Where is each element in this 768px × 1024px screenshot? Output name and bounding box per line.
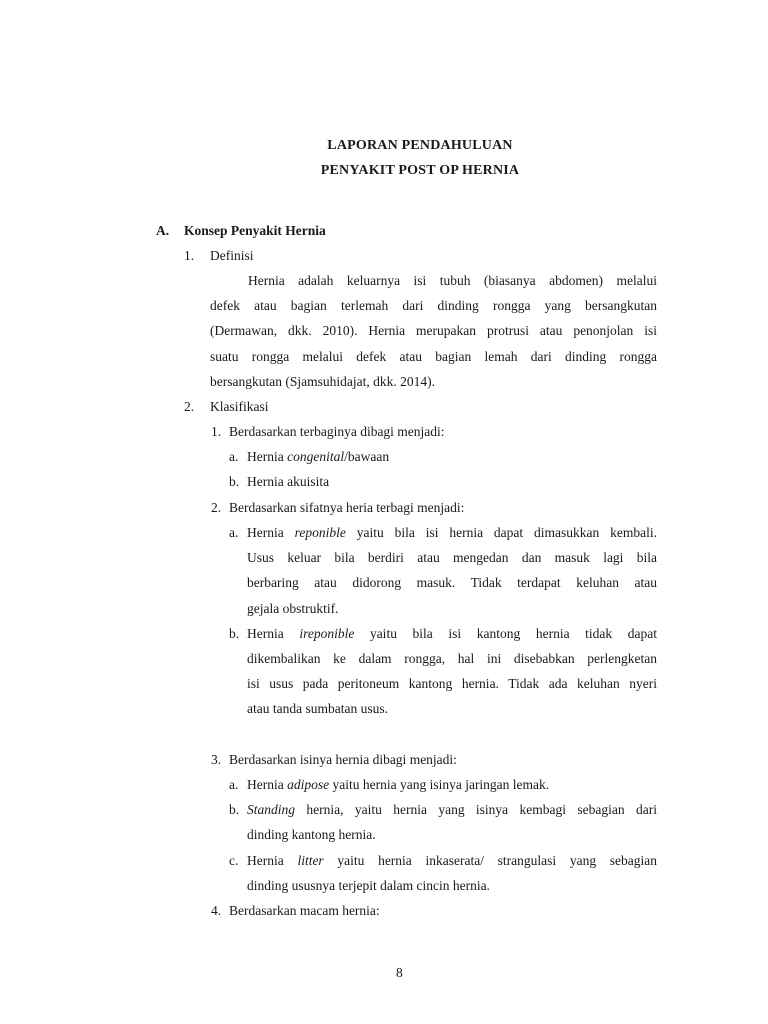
list-item-line: berbaring atau didorong masuk. Tidak terdapat keluhan atau bbox=[247, 575, 657, 590]
section-a-marker: A. bbox=[156, 223, 170, 238]
list-item-marker: c. bbox=[229, 853, 239, 868]
group-heading: Berdasarkan macam hernia: bbox=[229, 903, 380, 918]
list-item: Hernia akuisita bbox=[247, 474, 330, 489]
definisi-paragraph-line: Hernia adalah keluarnya isi tubuh (biasanya abdomen) melalui bbox=[248, 273, 657, 288]
term-italic: congenital bbox=[287, 449, 345, 464]
klasifikasi-marker: 2. bbox=[184, 399, 195, 414]
list-item: Hernia congenital/bawaan bbox=[247, 449, 390, 464]
list-item-marker: b. bbox=[229, 802, 240, 817]
document-title-line2: PENYAKIT POST OP HERNIA bbox=[320, 163, 520, 178]
definisi-paragraph-line: (Dermawan, dkk. 2010). Hernia merupakan protrusi atau penonjolan isi bbox=[210, 323, 657, 338]
page-number: 8 bbox=[396, 965, 403, 980]
list-item-marker: a. bbox=[229, 777, 239, 792]
section-a-heading: Konsep Penyakit Hernia bbox=[184, 223, 326, 238]
group-heading: Berdasarkan terbaginya dibagi menjadi: bbox=[229, 424, 445, 439]
term-italic: litter bbox=[297, 853, 324, 868]
group-marker: 1. bbox=[211, 424, 222, 439]
group-heading: Berdasarkan sifatnya heria terbagi menjadi: bbox=[229, 500, 465, 515]
list-item: Hernia reponible yaitu bila isi hernia dapat dimasukkan kembali. bbox=[247, 525, 658, 540]
list-item-marker: a. bbox=[229, 525, 239, 540]
term-italic: reponible bbox=[294, 525, 346, 540]
list-item-line: dinding kantong hernia. bbox=[247, 827, 376, 842]
list-item-line: atau tanda sumbatan usus. bbox=[247, 701, 388, 716]
list-item-line: Usus keluar bila berdiri atau mengedan dan masuk lagi bila bbox=[247, 550, 657, 565]
term-italic: ireponible bbox=[299, 626, 355, 641]
definisi-heading: Definisi bbox=[210, 248, 254, 263]
list-item-marker: b. bbox=[229, 626, 240, 641]
list-item-line: dikembalikan ke dalam rongga, hal ini disebabkan perlengketan bbox=[247, 651, 657, 666]
definisi-paragraph-line: defek atau bagian terlemah dari dinding rongga yang bersangkutan bbox=[210, 298, 657, 313]
group-marker: 3. bbox=[211, 752, 222, 767]
definisi-marker: 1. bbox=[184, 248, 195, 263]
list-item-line: gejala obstruktif. bbox=[247, 601, 339, 616]
list-item: Standing hernia, yaitu hernia yang isinya kembagi sebagian dari bbox=[247, 802, 657, 817]
list-item-line: dinding ususnya terjepit dalam cincin hernia. bbox=[247, 878, 490, 893]
list-item: Hernia adipose yaitu hernia yang isinya jaringan lemak. bbox=[247, 777, 550, 792]
definisi-paragraph-line: suatu rongga melalui defek atau bagian lemah dari dinding rongga bbox=[210, 349, 657, 364]
list-item-marker: a. bbox=[229, 449, 239, 464]
list-item-marker: b. bbox=[229, 474, 240, 489]
definisi-paragraph-line: bersangkutan (Sjamsuhidajat, dkk. 2014). bbox=[210, 374, 435, 389]
term-italic: adipose bbox=[287, 777, 330, 792]
klasifikasi-heading: Klasifikasi bbox=[210, 399, 269, 414]
group-marker: 4. bbox=[211, 903, 222, 918]
list-item: Hernia ireponible yaitu bila isi kantong hernia tidak dapat bbox=[247, 626, 657, 641]
term-italic: Standing bbox=[247, 802, 296, 817]
group-heading: Berdasarkan isinya hernia dibagi menjadi: bbox=[229, 752, 457, 767]
list-item-line: isi usus pada peritoneum kantong hernia. Tidak ada keluhan nyeri bbox=[247, 676, 657, 691]
group-marker: 2. bbox=[211, 500, 222, 515]
list-item: Hernia litter yaitu hernia inkaserata/ strangulasi yang sebagian bbox=[247, 853, 658, 868]
document-title-line1: LAPORAN PENDAHULUAN bbox=[327, 138, 513, 153]
